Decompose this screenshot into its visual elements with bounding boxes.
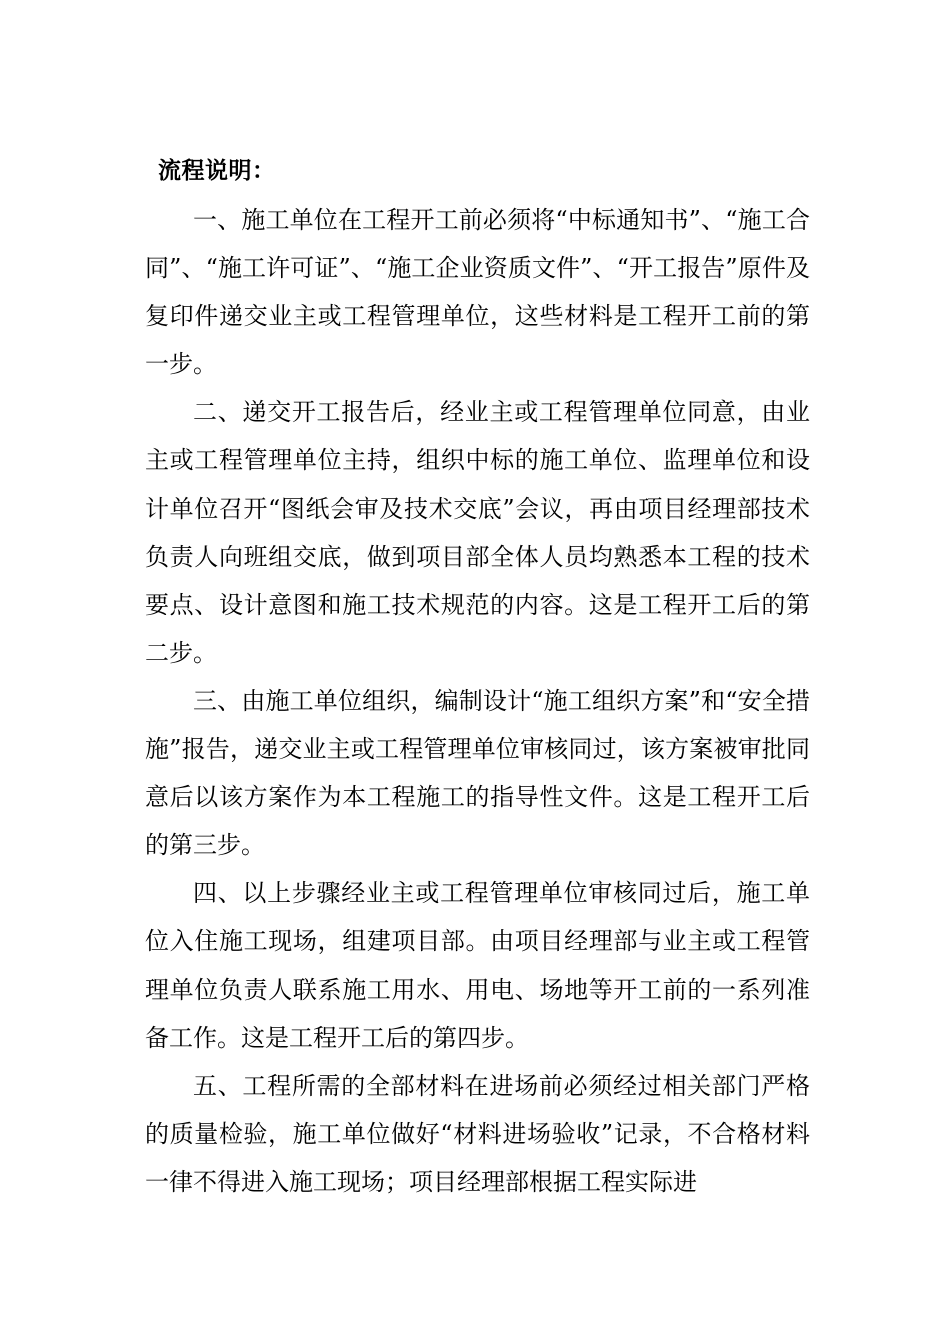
paragraph-step-4: 四、以上步骤经业主或工程管理单位审核同过后，施工单位入住施工现场，组建项目部。由项目经理部与业主或工程管理单位负责人联系施工用水、用电、场地等开工前的一系列准备工作。这是工程开工后的第四步。	[145, 879, 810, 1052]
paragraph-step-5: 五、工程所需的全部材料在进场前必须经过相关部门严格的质量检验，施工单位做好“材料进场验收”记录，不合格材料一律不得进入施工现场；项目经理部根据工程实际进	[145, 1071, 810, 1196]
document-body	[145, 196, 810, 1206]
paragraph-step-2: 二、递交开工报告后，经业主或工程管理单位同意，由业主或工程管理单位主持，组织中标的施工单位、监理单位和设计单位召开“图纸会审及技术交底”会议，再由项目经理部技术负责人向班组交底，做到项目部全体人员均熟悉本工程的技术要点、设计意图和施工技术规范的内容。这是工程开工后的第二步。	[145, 398, 810, 667]
paragraph-step-3: 三、由施工单位组织，编制设计“施工组织方案”和“安全措施”报告，递交业主或工程管理单位审核同过，该方案被审批同意后以该方案作为本工程施工的指导性文件。这是工程开工后的第三步。	[145, 686, 810, 860]
paragraph-step-1: 一、施工单位在工程开工前必须将“中标通知书”、“施工合同”、“施工许可证”、“施工企业资质文件”、“开工报告”原件及复印件递交业主或工程管理单位，这些材料是工程开工前的第一步。	[145, 206, 810, 379]
section-heading: 流程说明：	[158, 157, 276, 184]
